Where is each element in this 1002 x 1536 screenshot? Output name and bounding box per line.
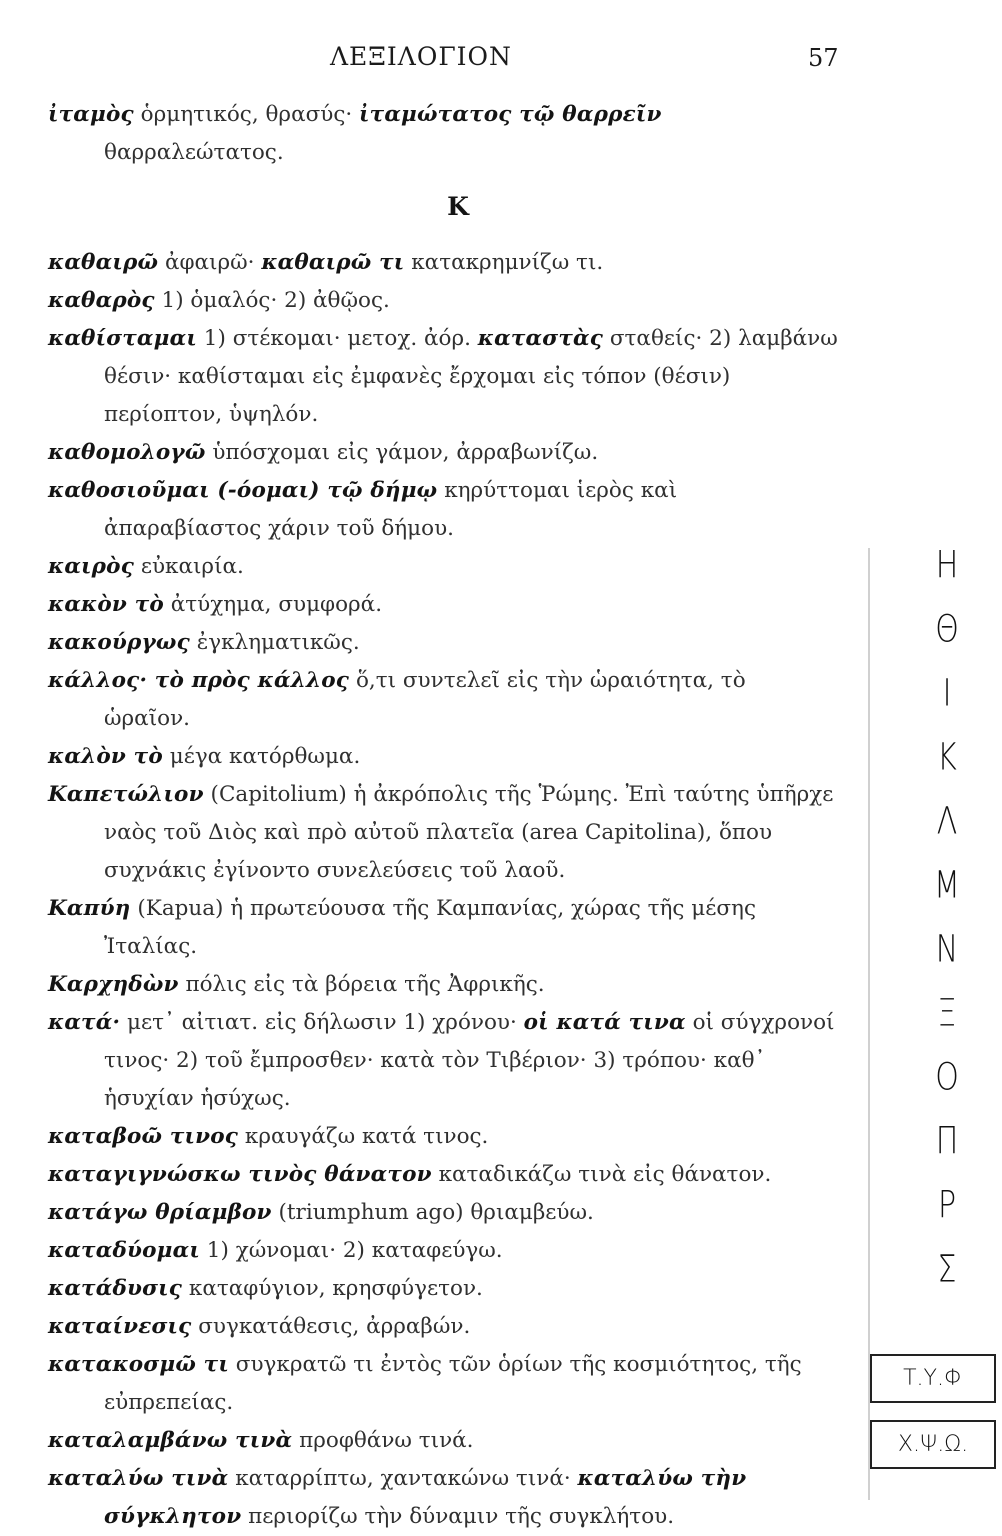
entry-headword: Καπετώλιον	[48, 782, 204, 807]
entry-headword: κάλλος· τὸ πρὸς κάλλος	[48, 668, 350, 693]
thumb-index-letter[interactable]: Ξ	[937, 991, 957, 1036]
entry-gloss: ἀτύχημα, συμφορά.	[163, 592, 383, 617]
entry-headword: καταλαμβάνω τινὰ	[48, 1428, 293, 1453]
entry-subgloss: σταθείς· 2) λαμβάνω θέσιν· καθίσταμαι εἰς ἐμφανὲς ἔρχομαι εἰς τόπον (θέσιν) περίοπτον, ὑψηλόν.	[104, 326, 838, 427]
entry-headword: κατακοσμῶ τι	[48, 1352, 229, 1377]
entry-subgloss: οἱ σύγχρονοί τινος· 2) τοῦ ἔμπροσθεν· κατὰ τὸν Τιβέριον· 3) τρόπου· καθ᾽ ἡσυχίαν ἡσύχως.	[104, 1010, 835, 1111]
entry-headword: ἰταμὸς	[48, 102, 134, 127]
dictionary-entry	[48, 1422, 838, 1460]
dictionary-entry	[48, 738, 838, 776]
entry-gloss: ἀφαιρῶ·	[158, 250, 262, 275]
thumb-index-letter[interactable]: Λ	[936, 799, 958, 844]
entry-headword: καταβοῶ τινος	[48, 1124, 239, 1149]
thumb-index-letter[interactable]: Η	[935, 543, 959, 588]
dictionary-entry	[48, 96, 838, 172]
entry-list	[48, 244, 838, 1536]
dictionary-entry	[48, 548, 838, 586]
entry-headword: Καπύη	[48, 896, 131, 921]
entry-headword: κακούργως	[48, 630, 190, 655]
thumb-index-letter[interactable]: Ν	[935, 927, 959, 972]
section-letter: Κ	[447, 192, 469, 221]
entry-subheadword: καταστὰς	[477, 326, 604, 351]
entry-headword: κατάγω θρίαμβον	[48, 1200, 272, 1225]
entry-gloss: καταδικάζω τινὰ εἰς θάνατον.	[431, 1162, 772, 1187]
entry-headword: καθομολογῶ	[48, 440, 206, 465]
dictionary-entry	[48, 1156, 838, 1194]
entry-gloss: μέγα κατόρθωμα.	[162, 744, 361, 769]
entry-gloss: καταφύγιον, κρησφύγετον.	[182, 1276, 483, 1301]
dictionary-entry	[48, 472, 838, 548]
dictionary-entry	[48, 1194, 838, 1232]
page-number: 57	[808, 44, 839, 72]
entry-gloss: εὐκαιρία.	[134, 554, 244, 579]
thumb-index	[862, 543, 1002, 1500]
dictionary-entry	[48, 1308, 838, 1346]
thumb-index-letter[interactable]: Ρ	[937, 1183, 957, 1228]
thumb-index-letter[interactable]: Κ	[937, 735, 957, 780]
entry-headword: καλὸν τὸ	[48, 744, 163, 769]
entry-list-intro	[48, 96, 838, 248]
dictionary-entry	[48, 966, 838, 1004]
thumb-index-letter[interactable]: Σ	[937, 1247, 957, 1292]
entry-headword: καθαιρῶ	[48, 250, 159, 275]
entry-headword: καθίσταμαι	[48, 326, 197, 351]
entry-headword: κακὸν τὸ	[48, 592, 164, 617]
thumb-index-letter[interactable]: Ι	[942, 671, 952, 716]
entry-gloss: (Kapua) ἡ πρωτεύουσα τῆς Καμπανίας, χώρας τῆς μέσης Ἰταλίας.	[104, 896, 756, 959]
entry-gloss: ὁρμητικός, θρασύς·	[133, 102, 360, 127]
thumb-index-letter[interactable]: Ο	[935, 1055, 959, 1100]
entry-gloss: 1) χώνομαι· 2) καταφεύγω.	[199, 1238, 503, 1263]
entry-gloss: πόλις εἰς τὰ βόρεια τῆς Ἀφρικῆς.	[178, 972, 545, 997]
entry-headword: καταδύομαι	[48, 1238, 200, 1263]
entry-subgloss: κατακρημνίζω τι.	[404, 250, 604, 275]
entry-gloss: (triumphum ago) θριαμβεύω.	[271, 1200, 594, 1225]
entry-gloss: ὅ,τι συντελεῖ εἰς τὴν ὡραιότητα, τὸ ὡραῖον.	[104, 668, 746, 731]
entry-headword: Καρχηδὼν	[48, 972, 179, 997]
entry-gloss: συγκατάθεσις, ἀρραβών.	[191, 1314, 471, 1339]
entry-gloss: (Capitolium) ἡ ἀκρόπολις τῆς Ῥώμης. Ἐπὶ ταύτης ὑπῆρχε ναὸς τοῦ Διὸς καὶ πρὸ αὐτοῦ πλατεῖα (area Capitolina), ὅπου συχνάκις ἐγίνοντο συνελεύσεις τοῦ λαοῦ.	[104, 782, 834, 883]
dictionary-entry	[48, 1004, 838, 1118]
entry-subheadword: ἰταμώτατος τῷ θαρρεῖν	[359, 102, 662, 127]
entry-subheadword: καθαιρῶ τι	[261, 250, 405, 275]
entry-headword: καταγιγνώσκω τινὸς θάνατον	[48, 1162, 432, 1187]
entry-gloss: 1) ὁμαλός· 2) ἀθῷος.	[154, 288, 390, 313]
dictionary-entry	[48, 244, 838, 282]
dictionary-entry	[48, 586, 838, 624]
dictionary-entry	[48, 1118, 838, 1156]
entry-headword: καταίνεσις	[48, 1314, 192, 1339]
thumb-index-box-chpsio[interactable]: Χ.Ψ.Ω.	[870, 1420, 996, 1469]
running-head: ΛΕΞΙΛΟΓΙΟΝ	[330, 42, 512, 71]
entry-gloss: ἐγκληματικῶς.	[189, 630, 360, 655]
entry-gloss: καταρρίπτω, χαντακώνω τινά·	[228, 1466, 578, 1491]
entry-subgloss: θαρραλεώτατος.	[104, 140, 284, 165]
entry-subheadword: καταλύω τὴν σύγκλητον	[104, 1466, 747, 1529]
entry-gloss: κηρύττομαι ἱερὸς καὶ ἀπαραβίαστος χάριν τοῦ δήμου.	[104, 478, 678, 541]
entry-headword: κατά·	[48, 1010, 121, 1035]
dictionary-entry	[48, 890, 838, 966]
entry-gloss: προφθάνω τινά.	[292, 1428, 474, 1453]
dictionary-entry	[48, 282, 838, 320]
dictionary-entry	[48, 1460, 838, 1536]
entry-gloss: μετ᾽ αἰτιατ. εἰς δήλωσιν 1) χρόνου·	[120, 1010, 524, 1035]
entry-gloss: ὑπόσχομαι εἰς γάμον, ἀρραβωνίζω.	[205, 440, 599, 465]
dictionary-entry	[48, 624, 838, 662]
dictionary-entry	[48, 776, 838, 890]
thumb-index-letter[interactable]: Θ	[935, 607, 959, 652]
thumb-index-letter[interactable]: Π	[935, 1119, 959, 1164]
entry-subheadword: οἱ κατά τινα	[523, 1010, 686, 1035]
thumb-index-letter[interactable]: Μ	[934, 863, 960, 908]
entry-headword: καιρὸς	[48, 554, 134, 579]
entry-gloss: κραυγάζω κατά τινος.	[238, 1124, 489, 1149]
dictionary-entry	[48, 434, 838, 472]
entry-gloss: συγκρατῶ τι ἐντὸς τῶν ὁρίων τῆς κοσμιότητος, τῆς εὐπρεπείας.	[104, 1352, 802, 1415]
entry-headword: καταλύω τινὰ	[48, 1466, 229, 1491]
dictionary-entry	[48, 662, 838, 738]
dictionary-entry	[48, 1232, 838, 1270]
entry-headword: κατάδυσις	[48, 1276, 183, 1301]
entry-subgloss: περιορίζω τὴν δύναμιν τῆς συγκλήτου.	[241, 1504, 675, 1529]
dictionary-entry	[48, 1346, 838, 1422]
entry-headword: καθαρὸς	[48, 288, 155, 313]
entry-headword: καθοσιοῦμαι (-όομαι) τῷ δήμῳ	[48, 478, 438, 503]
entry-gloss: 1) στέκομαι· μετοχ. ἀόρ.	[196, 326, 478, 351]
dictionary-entry	[48, 1270, 838, 1308]
dictionary-entry	[48, 320, 838, 434]
thumb-index-box-tuf[interactable]: Τ.Υ.Φ	[870, 1354, 996, 1403]
